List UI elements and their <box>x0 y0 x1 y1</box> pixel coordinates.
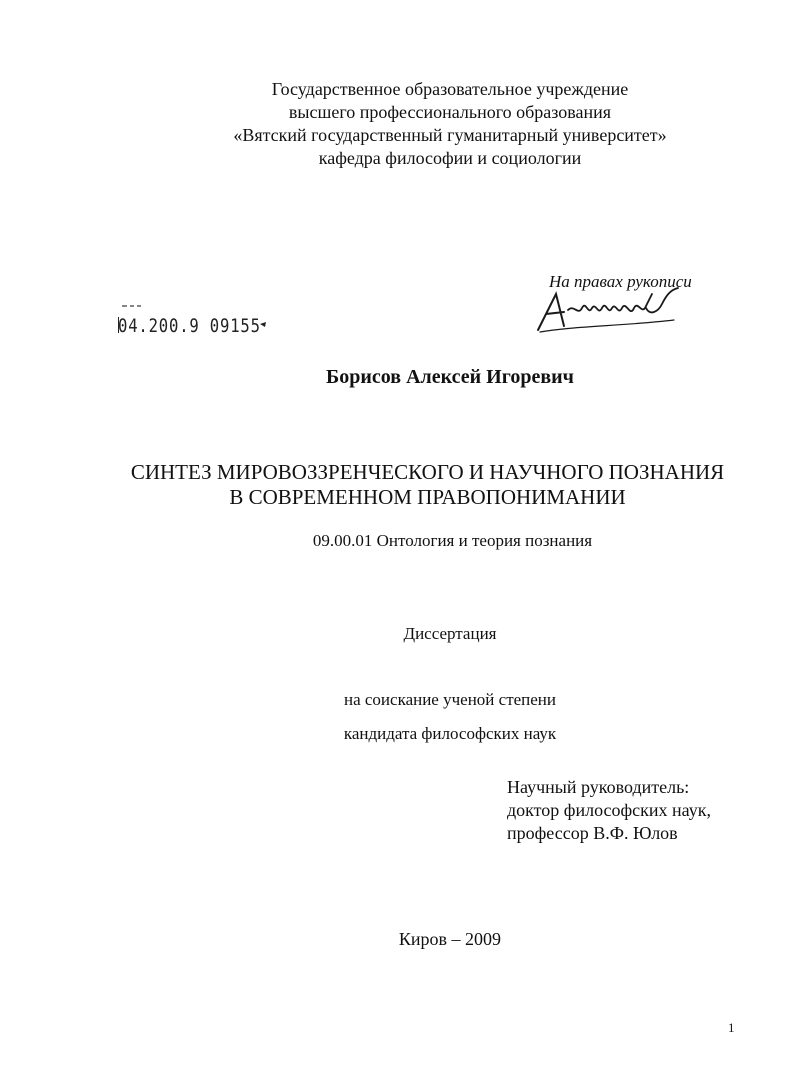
institution-line-2: высшего профессионального образования <box>288 102 612 122</box>
institution-line-1: Государственное образовательное учреждение <box>271 79 629 99</box>
supervisor-line-2: доктор философских наук, <box>507 800 711 820</box>
manuscript-note: На правах рукописи <box>549 272 692 291</box>
degree-info <box>0 683 795 751</box>
institution-header <box>0 78 795 170</box>
degree-line-1: на соискание ученой степени <box>343 690 557 709</box>
page-number: 1 <box>728 1020 735 1035</box>
institution-line-4: кафедра философии и социологии <box>318 148 582 168</box>
archive-stamp-number: 04.200.9 09155 <box>118 315 261 337</box>
specialty-code: 09.00.01 Онтология и теория познания <box>312 531 593 550</box>
handwritten-signature <box>534 286 684 336</box>
author-name: Борисов Алексей Игоревич <box>326 366 574 388</box>
title-line-2: В СОВРЕМЕННОМ ПРАВОПОНИМАНИИ <box>229 485 626 509</box>
title-line-1: СИНТЕЗ МИРОВОЗЗРЕНЧЕСКОГО И НАУЧНОГО ПОЗНАНИЯ <box>130 460 725 484</box>
supervisor-line-1: Научный руководитель: <box>507 777 690 797</box>
city-year: Киров – 2009 <box>398 929 502 949</box>
dissertation-title <box>0 460 795 510</box>
supervisor-line-3: профессор В.Ф. Юлов <box>507 823 678 843</box>
scientific-supervisor <box>507 776 711 845</box>
degree-line-2: кандидата философских наук <box>343 724 557 743</box>
institution-line-3: «Вятский государственный гуманитарный университет» <box>233 125 667 145</box>
document-type: Диссертация <box>403 624 497 643</box>
